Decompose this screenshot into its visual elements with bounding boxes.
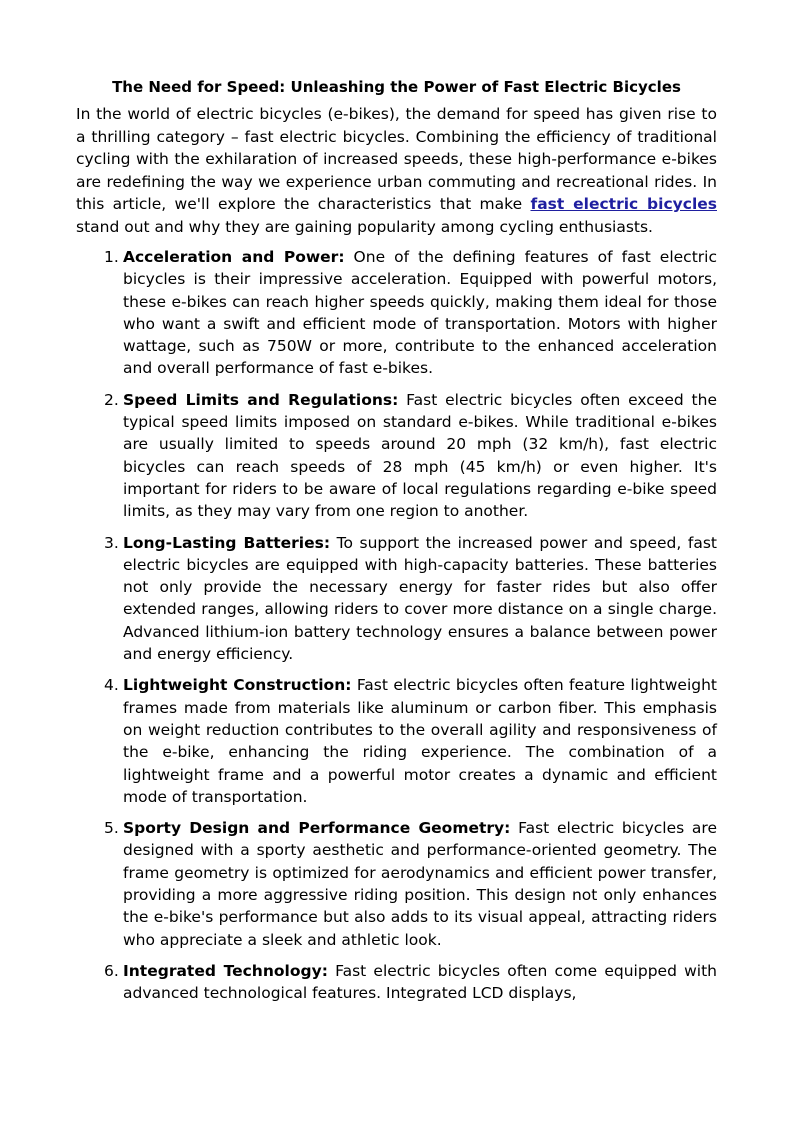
list-item-number: 1. <box>104 248 119 266</box>
list-item-number: 4. <box>104 676 119 695</box>
list-item <box>76 674 717 808</box>
list-item-number: 3. <box>104 533 119 552</box>
list-item-text: Fast electric bicycles often exceed the typical speed limits imposed on standard e-bikes. While traditional e-bikes are usually limited to speeds around 20 mph (32 km/h), fast electric bicycles can reach speeds of 28 mph (45 km/h) or even higher. It's important for riders to be aware of local regulations regarding e-bike speed limits, as they may vary from one region to another. <box>123 390 717 521</box>
feature-list <box>76 246 717 1005</box>
intro-text-before-link: In the world of electric bicycles (e-bikes), the demand for speed has given rise to a thrilling category – fast electric bicycles. Combining the efficiency of traditional cycling with the exhilaration of increased speeds, these high-performance e-bikes are redefining the way we experience urban commuting and recreational rides. In this article, we'll explore the characteristics that make <box>76 105 717 213</box>
list-item-text: One of the defining features of fast electric bicycles is their impressive acceleration. Equipped with powerful motors, these e-bikes can reach higher speeds quickly, making them ideal for those who want a swift and efficient mode of transportation. Motors with higher wattage, such as 750W or more, contribute to the enhanced acceleration and overall performance of fast e-bikes. <box>123 248 717 378</box>
list-item-heading: Speed Limits and Regulations: <box>123 390 399 409</box>
list-item-heading: Lightweight Construction: <box>123 676 352 695</box>
list-item-heading: Sporty Design and Performance Geometry: <box>123 819 511 838</box>
list-item <box>76 532 717 666</box>
list-item-text: Fast electric bicycles are designed with a sporty aesthetic and performance-oriented geometry. The frame geometry is optimized for aerodynamics and efficient power transfer, providing a more aggressive riding position. This design not only enhances the e-bike's performance but also adds to its visual appeal, attracting riders who appreciate a sleek and athletic look. <box>123 819 717 949</box>
list-item <box>76 817 717 951</box>
list-item <box>76 246 717 380</box>
list-item-number: 2. <box>104 390 119 409</box>
intro-paragraph <box>76 103 717 238</box>
list-item-number: 5. <box>104 819 119 838</box>
intro-text-after-link: stand out and why they are gaining popularity among cycling enthusiasts. <box>76 217 653 236</box>
document-page <box>76 76 717 1014</box>
list-item-text: Fast electric bicycles often feature lightweight frames made from materials like aluminum or carbon fiber. This emphasis on weight reduction contributes to the overall agility and responsiveness of the e-bike, enhancing the riding experience. The combination of a lightweight frame and a powerful motor creates a dynamic and efficient mode of transportation. <box>123 676 717 806</box>
list-item-heading: Long-Lasting Batteries: <box>123 533 331 552</box>
list-item-text: Fast electric bicycles often come equipped with advanced technological features. Integrated LCD displays, <box>123 961 717 1003</box>
list-item-heading: Integrated Technology: <box>123 961 328 980</box>
document-title: The Need for Speed: Unleashing the Power of Fast Electric Bicycles <box>112 78 681 96</box>
list-item <box>76 389 717 523</box>
list-item-text: To support the increased power and speed, fast electric bicycles are equipped with high-capacity batteries. These batteries not only provide the necessary energy for faster rides but also offer extended ranges, allowing riders to cover more distance on a single charge. Advanced lithium-ion battery technology ensures a balance between power and energy efficiency. <box>123 533 717 664</box>
list-item <box>76 960 717 1005</box>
list-item-heading: Acceleration and Power: <box>123 248 345 266</box>
list-item-number: 6. <box>104 961 119 980</box>
fast-electric-bicycles-link[interactable]: fast electric bicycles <box>530 195 717 213</box>
